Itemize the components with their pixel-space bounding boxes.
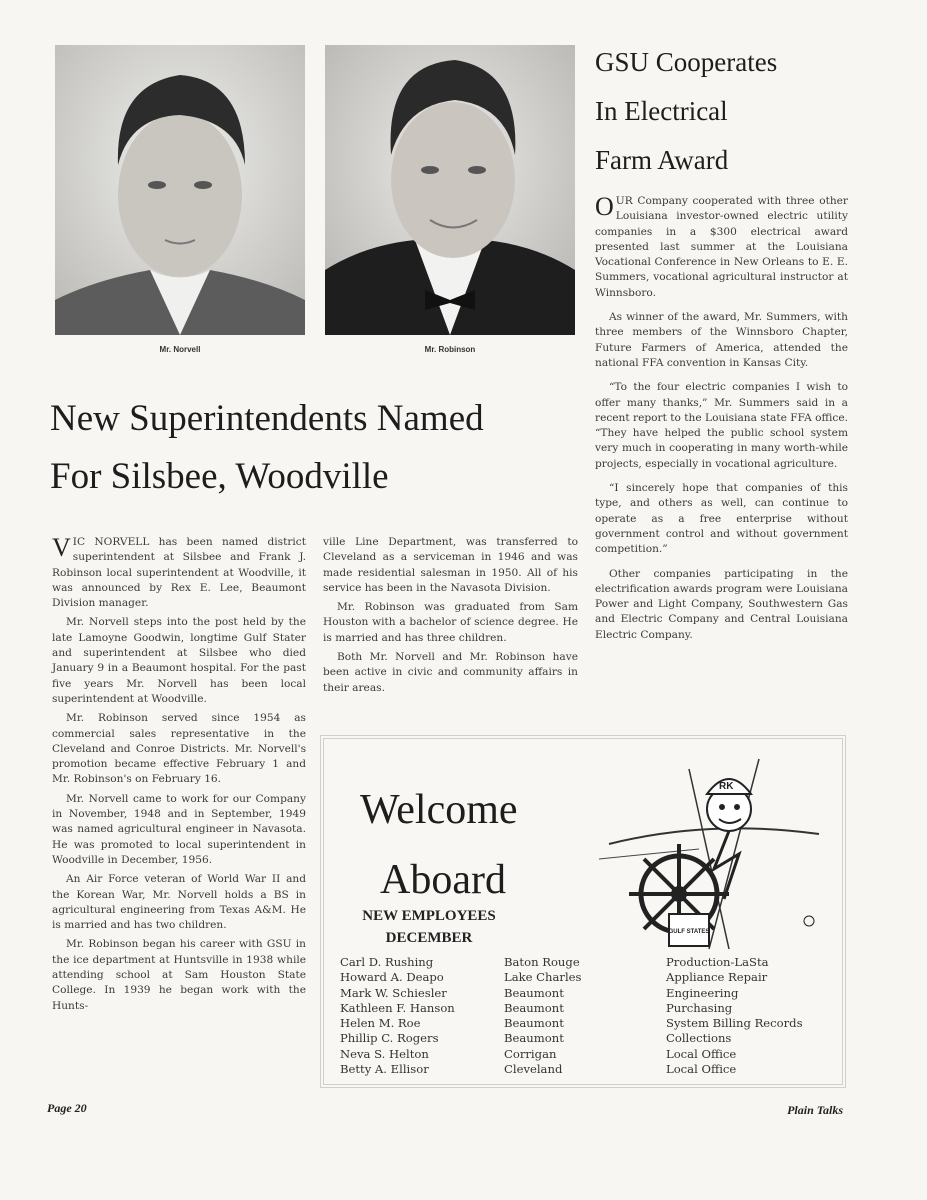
employee-row — [340, 986, 830, 1001]
main-article-column-1 — [52, 535, 306, 1018]
photo-mr-norvell — [55, 45, 305, 335]
employee-department: Appliance Repair — [666, 970, 768, 985]
gulf-states-badge: GULF STATES — [668, 929, 710, 935]
logo-text: RK — [719, 781, 734, 792]
paragraph: Both Mr. Norvell and Mr. Robinson have been active in civic and community affairs in their areas. — [323, 651, 578, 694]
employee-location: Beaumont — [504, 985, 564, 1000]
paragraph: Other companies participating in the electrification awards program were Louisiana Power and Light Company, Southwestern Gas and Electric Company and Central Louisiana Electric Company. — [595, 567, 848, 641]
employee-name: Phillip C. Rogers — [340, 1031, 439, 1046]
employee-location: Beaumont — [504, 1016, 564, 1031]
employee-location: Corrigan — [504, 1046, 557, 1061]
paragraph: Mr. Robinson served since 1954 as commercial sales representative in the Cleveland and Conroe Districts. Mr. Norvell's promotion became effective February 1 and Mr. Robinson's on February 16. — [52, 712, 306, 786]
photo-caption-norvell: Mr. Norvell — [159, 345, 201, 354]
employee-department: Collections — [666, 1031, 732, 1046]
employee-department: Production-LaSta — [666, 955, 769, 969]
employee-department: Local Office — [666, 1062, 737, 1077]
portrait-robinson-image — [325, 45, 575, 335]
employee-row — [340, 970, 830, 985]
employee-name: Helen M. Roe — [340, 1016, 421, 1031]
portrait-norvell-image — [55, 45, 305, 335]
employee-row — [340, 955, 830, 970]
employee-name: Howard A. Deapo — [340, 970, 444, 985]
paragraph: Mr. Robinson was graduated from Sam Houston with a bachelor of science degree. He is married and has three children. — [323, 601, 578, 644]
welcome-title-line-1: Welcome — [360, 787, 518, 833]
photo-caption-robinson: Mr. Robinson — [424, 345, 476, 354]
employee-location: Beaumont — [504, 1000, 564, 1015]
side-article-body — [595, 194, 848, 647]
employee-row — [340, 1001, 830, 1016]
welcome-title — [360, 775, 518, 915]
employee-location: Lake Charles — [504, 970, 582, 985]
employee-row — [340, 1047, 830, 1062]
paragraph: Mr. Robinson began his career with GSU in the ice department at Huntsville in 1938 while attending school at Sam Houston State College. In 1939 he began work with the Hunts- — [52, 938, 306, 1012]
employee-name: Carl D. Rushing — [340, 955, 434, 969]
side-title-line-3: Farm Award — [595, 145, 729, 175]
welcome-title-line-2: Aboard — [380, 857, 506, 903]
paragraph: As winner of the award, Mr. Summers, with three members of the Winnsboro Chapter, Future Farmers of America, attended the national FFA convention in Kansas City. — [595, 311, 848, 369]
employee-department: System Billing Records — [666, 1016, 803, 1031]
welcome-subtitle — [344, 905, 514, 949]
paragraph: OUR Company cooperated with three other Louisiana investor-owned electric utility companies in a $300 electrical award presented last summer at the Louisiana Vocational Conference in New Orleans to E. E. Summers, vocational agricultural instructor at Winnsboro. — [595, 192, 848, 299]
employee-location: Cleveland — [504, 1062, 563, 1077]
paragraph: VIC NORVELL has been named district superintendent at Silsbee and Frank J. Robinson local superintendent at Woodville, it was announced by Rex E. Lee, Beaumont Division manager. — [52, 533, 306, 610]
publication-name: Plain Talks — [787, 1103, 843, 1117]
page-number: Page 20 — [47, 1101, 87, 1115]
employee-row — [340, 1062, 830, 1077]
paragraph: Mr. Norvell steps into the post held by the late Lamoyne Goodwin, longtime Gulf Stater and superintendent at Silsbee who died January 9 in a Beaumont hospital. For the past five years Mr. Norvell has been local superintendent at Woodville. — [52, 616, 306, 705]
welcome-aboard-box — [320, 735, 846, 1088]
main-title-line-1: New Superintendents Named — [50, 398, 484, 439]
photo-mr-robinson — [325, 45, 575, 335]
employee-department: Local Office — [666, 1046, 737, 1061]
employee-name: Neva S. Helton — [340, 1046, 429, 1061]
main-title-line-2: For Silsbee, Woodville — [50, 456, 389, 497]
reddy-kilowatt-ship-wheel-illustration — [589, 749, 839, 954]
main-article-title — [50, 390, 590, 506]
employee-department: Purchasing — [666, 1000, 733, 1015]
subtitle-line-2: DECEMBER — [385, 930, 473, 946]
employee-row — [340, 1016, 830, 1031]
new-employees-list — [340, 955, 830, 1077]
employee-name: Mark W. Schiesler — [340, 985, 447, 1000]
employee-department: Engineering — [666, 985, 739, 1000]
paragraph: Mr. Norvell came to work for our Company in November, 1948 and in September, 1949 was named agricultural engineer in Navasota. He was promoted to local superintendent in Woodville in December, 1956. — [52, 792, 306, 866]
employee-location: Baton Rouge — [504, 955, 580, 969]
side-article-title — [595, 38, 855, 185]
paragraph: “To the four electric companies I wish to offer many thanks,” Mr. Summers said in a recent report to the Louisiana state FFA office. “They have helped the public school system very much in cooperating in many worth-while projects, especially in vocational agriculture. — [595, 381, 848, 470]
side-title-line-2: In Electrical — [595, 96, 728, 126]
employee-location: Beaumont — [504, 1031, 564, 1046]
employee-name: Kathleen F. Hanson — [340, 1000, 455, 1015]
side-title-line-1: GSU Cooperates — [595, 47, 778, 77]
paragraph: ville Line Department, was transferred to Cleveland as a serviceman in 1946 and was made residential salesman in 1950. All of his service has been in the Navasota Division. — [323, 536, 578, 594]
subtitle-line-1: NEW EMPLOYEES — [362, 908, 496, 924]
dropcap: O — [595, 192, 614, 221]
paragraph: “I sincerely hope that companies of this type, and others as well, can continue to operate as a free enterprise without government control and without government competition.” — [595, 482, 848, 556]
dropcap: V — [52, 533, 71, 562]
employee-row — [340, 1031, 830, 1046]
employee-name: Betty A. Ellisor — [340, 1062, 429, 1077]
main-article-column-2 — [323, 535, 578, 700]
paragraph: An Air Force veteran of World War II and the Korean War, Mr. Norvell holds a BS in agricultural engineering from Texas A&M. He is married and has two children. — [52, 873, 306, 932]
